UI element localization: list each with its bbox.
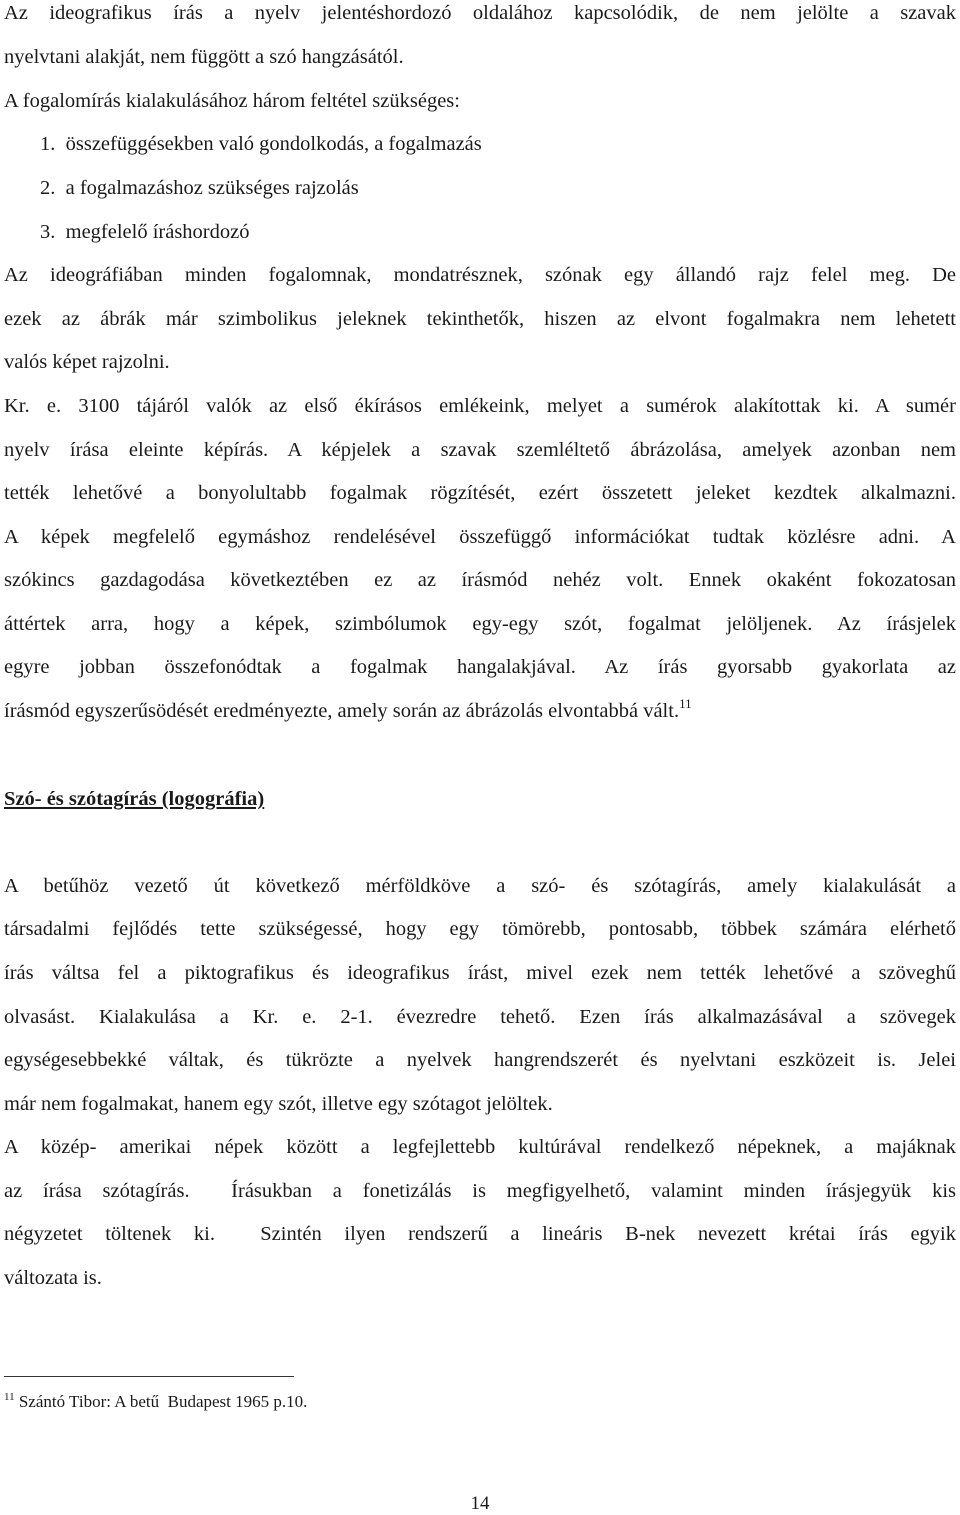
- text-line: áttértek arra, hogy a képek, szimbólumok egy-egy szót, fogalmat jelöljenek. Az írásjelek: [4, 613, 956, 635]
- footnote-separator: [4, 1376, 294, 1377]
- text-line: nyelv írása eleinte képírás. A képjelek a szavak szemléltető ábrázolása, amelyek azonban nem: [4, 439, 956, 461]
- page-number: 14: [470, 1493, 490, 1514]
- text-line: A fogalomírás kialakulásához három feltétel szükséges:: [4, 90, 460, 112]
- text-line: ezek az ábrák már szimbolikus jeleknek tekinthetők, hiszen az elvont fogalmakra nem lehetett: [4, 308, 956, 330]
- text-line: négyzetet töltenek ki. Szintén ilyen rendszerű a lineáris B-nek nevezett krétai írás egyik: [4, 1223, 956, 1245]
- text-line: Kr. e. 3100 tájáról valók az első ékírásos emlékeink, melyet a sumérok alakítottak ki. A sumér: [4, 395, 956, 417]
- section-heading: Szó- és szótagírás (logográfia): [4, 788, 265, 810]
- text-line: nyelvtani alakját, nem függött a szó hangzásától.: [4, 46, 404, 68]
- footnote-text: Szántó Tibor: A betű Budapest 1965 p.10.: [18, 1392, 308, 1411]
- text-line: társadalmi fejlődés tette szükségessé, hogy egy tömörebb, pontosabb, többek számára elérhető: [4, 918, 956, 940]
- text-line: szókincs gazdagodása következtében ez az írásmód nehéz volt. Ennek okaként fokozatosan: [4, 569, 956, 591]
- text-line: A közép- amerikai népek között a legfejlettebb kultúrával rendelkező népeknek, a majáknak: [4, 1136, 956, 1158]
- text-line-content: írásmód egyszerűsödését eredményezte, amely során az ábrázolás elvontabbá vált.: [4, 700, 680, 722]
- list-item: 2. a fogalmazáshoz szükséges rajzolás: [40, 177, 359, 199]
- text-line: [4, 698, 956, 724]
- footnote-number: 11: [4, 1391, 15, 1403]
- text-line: tették lehetővé a bonyolultabb fogalmak rögzítését, ezért összetett jeleket kezdtek alkalmazni.: [4, 482, 956, 504]
- list-item: 3. megfelelő íráshordozó: [40, 221, 250, 243]
- footnote: [4, 1391, 307, 1413]
- text-line: az írása szótagírás. Írásukban a fonetizálás is megfigyelhető, valamint minden írásjegyük kis: [4, 1180, 956, 1202]
- text-line: változata is.: [4, 1267, 102, 1289]
- text-line: írás váltsa fel a piktografikus és ideografikus írást, mivel ezek nem tették lehetővé a szöveghű: [4, 962, 956, 984]
- list-item: 1. összefüggésekben való gondolkodás, a fogalmazás: [40, 133, 482, 155]
- text-line: egyre jobban összefonódtak a fogalmak hangalakjával. Az írás gyorsabb gyakorlata az: [4, 656, 956, 678]
- text-line: A képek megfelelő egymáshoz rendelésével összefüggő információkat tudtak közlésre adni. A: [4, 526, 956, 548]
- text-line: olvasást. Kialakulása a Kr. e. 2-1. évezredre tehető. Ezen írás alkalmazásával a szövegek: [4, 1006, 956, 1028]
- text-line: már nem fogalmakat, hanem egy szót, illetve egy szótagot jelöltek.: [4, 1093, 553, 1115]
- footnote-reference[interactable]: 11: [679, 696, 692, 711]
- text-line: A betűhöz vezető út következő mérföldköve a szó- és szótagírás, amely kialakulását a: [4, 875, 956, 897]
- text-line: egységesebbekké váltak, és tükrözte a nyelvek hangrendszerét és nyelvtani eszközeit is. Jelei: [4, 1049, 956, 1071]
- text-line: Az ideográfiában minden fogalomnak, mondatrésznek, szónak egy állandó rajz felel meg. De: [4, 264, 956, 286]
- text-line: Az ideografikus írás a nyelv jelentéshordozó oldalához kapcsolódik, de nem jelölte a szavak: [4, 2, 956, 24]
- text-line: valós képet rajzolni.: [4, 351, 170, 373]
